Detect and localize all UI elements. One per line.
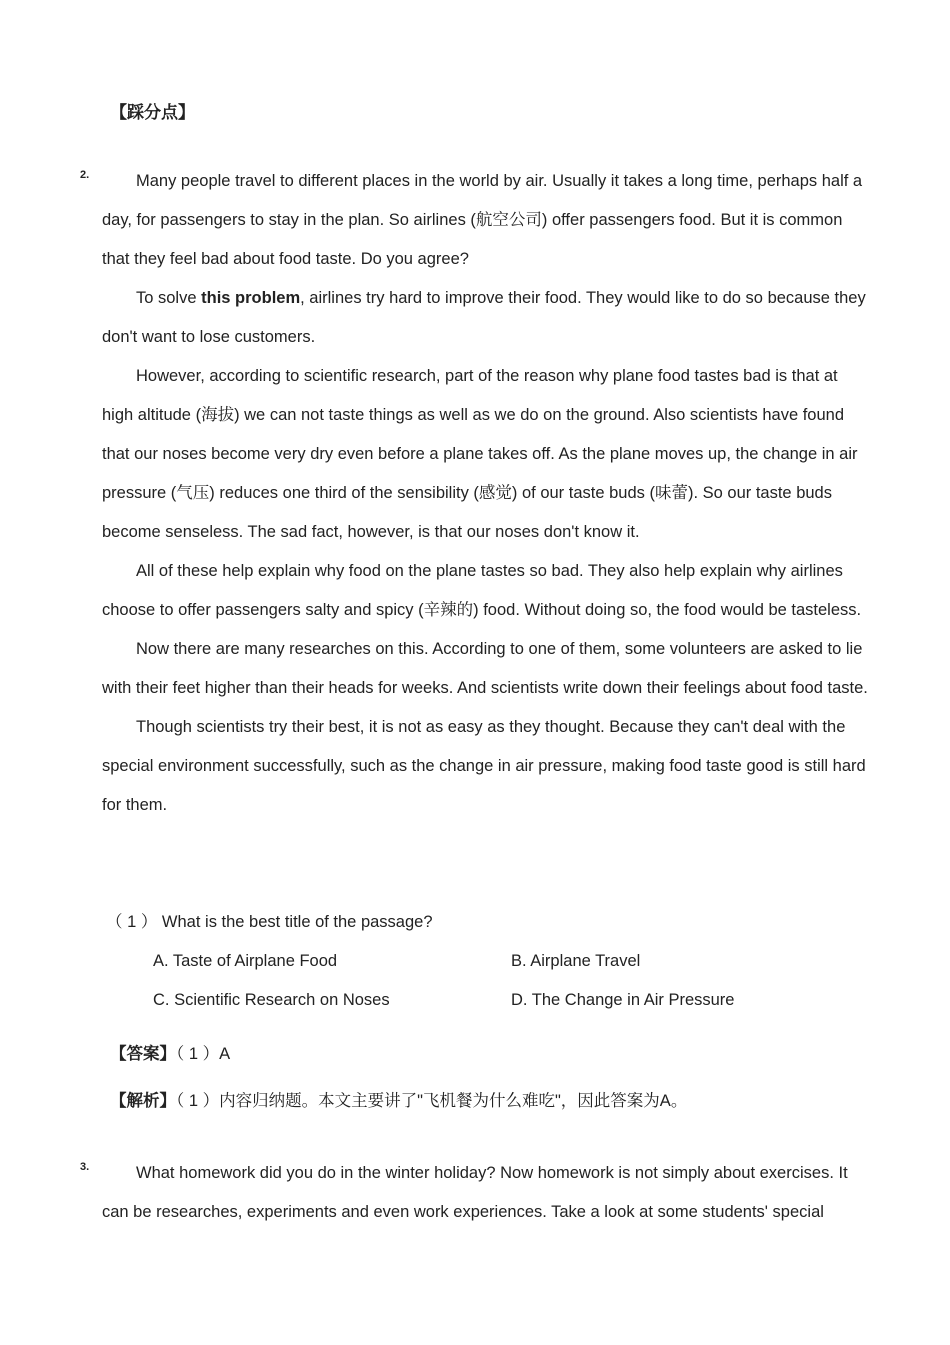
passage-paragraph: [102, 552, 872, 630]
option-c[interactable]: C. Scientific Research on Noses: [153, 991, 390, 1009]
text-run: Many people travel to different places in the world by air. Usually it takes a long time, perhaps half a day, for passengers to stay in the plan. So airlines (航空公司) offer passengers food. But it is common that they feel bad about food taste. Do you agree?: [102, 172, 863, 268]
text-run: However, according to scientific research, part of the reason why plane food tastes bad is that at high altitude (海拔) we can not taste things as well as we do on the ground. Also scientists have found that our noses become very dry even before a plane takes off. As the plane moves up, the change in air pressure (气压) reduces one third of the sensibility (感觉) of our taste buds (味蕾). So our taste buds become senseless. The sad fact, however, is that our noses don't know it.: [102, 367, 858, 541]
question-number: 3.: [80, 1161, 90, 1173]
answer: [110, 1035, 230, 1074]
passage-paragraph: [102, 162, 872, 279]
analysis: [110, 1082, 687, 1121]
text-run: , airlines try hard to improve their food. They would like to do so because they don't want to lose customers.: [102, 289, 866, 346]
answer-label: 【答案】: [110, 1045, 176, 1063]
text-run: What homework did you do in the winter holiday? Now homework is not simply about exercises. It can be researches, experiments and even work experiences. Take a look at some students' special: [102, 1164, 848, 1221]
option-b[interactable]: B. Airplane Travel: [511, 952, 641, 970]
analysis-text: （ 1 ）内容归纳题。本文主要讲了"飞机餐为什么难吃"，因此答案为A。: [176, 1092, 688, 1110]
section-tag: 【踩分点】: [110, 103, 195, 122]
passage-paragraph: [102, 708, 872, 825]
text-run: Now there are many researches on this. According to one of them, some volunteers are asked to lie with their feet higher than their heads for weeks. And scientists write down their feelings about food taste.: [102, 640, 868, 697]
question-text: （ 1 ） What is the best title of the passage?: [106, 913, 433, 931]
option-a[interactable]: A. Taste of Airplane Food: [153, 952, 338, 970]
passage-paragraph: [102, 279, 872, 357]
passage-q3: [102, 1154, 872, 1232]
passage-paragraph: [102, 630, 872, 708]
analysis-label: 【解析】: [110, 1092, 176, 1110]
text-run: All of these help explain why food on the plane tastes so bad. They also help explain why airlines choose to offer passengers salty and spicy (辛辣的) food. Without doing so, the food would be tasteless.: [102, 562, 862, 619]
question-number: 2.: [80, 169, 90, 181]
passage-paragraph: [102, 1154, 872, 1232]
bold-phrase: this problem: [201, 289, 301, 307]
text-run: To solve: [136, 289, 202, 307]
passage-q2: [102, 162, 872, 825]
passage-paragraph: [102, 357, 872, 552]
option-d[interactable]: D. The Change in Air Pressure: [511, 991, 735, 1009]
text-run: Though scientists try their best, it is not as easy as they thought. Because they can't deal with the special environment successfully, such as the change in air pressure, making food taste good is still hard for them.: [102, 718, 866, 814]
answer-text: （ 1 ）A: [176, 1045, 231, 1063]
